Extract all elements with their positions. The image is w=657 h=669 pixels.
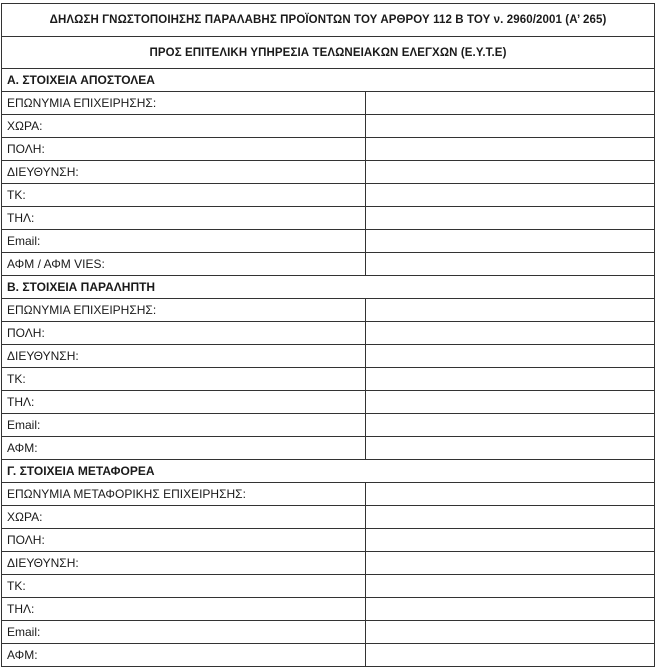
field-value-cell[interactable]	[366, 483, 654, 505]
section-heading: Γ. ΣΤΟΙΧΕΙΑ ΜΕΤΑΦΟΡΕΑ	[7, 464, 155, 478]
field-value-cell[interactable]	[366, 230, 654, 252]
field-label: ΑΦΜ:	[2, 644, 366, 666]
field-value-cell[interactable]	[366, 575, 654, 597]
field-value-cell[interactable]	[366, 598, 654, 620]
section-header-carrier	[2, 460, 655, 483]
field-label: Email:	[2, 414, 366, 436]
section-header-sender	[2, 69, 655, 92]
field-row	[2, 184, 655, 207]
field-value-cell[interactable]	[366, 345, 654, 367]
section-heading: Α. ΣΤΟΙΧΕΙΑ ΑΠΟΣΤΟΛΕΑ	[7, 73, 155, 87]
field-label: ΑΦΜ / ΑΦΜ VIES:	[2, 253, 366, 275]
field-row	[2, 598, 655, 621]
field-row	[2, 483, 655, 506]
field-label: ΤΚ:	[2, 575, 366, 597]
form-sections	[2, 69, 655, 667]
title-row	[2, 4, 655, 37]
field-row	[2, 552, 655, 575]
field-row	[2, 529, 655, 552]
field-label: ΧΩΡΑ:	[2, 506, 366, 528]
field-label: ΧΩΡΑ:	[2, 115, 366, 137]
field-row	[2, 161, 655, 184]
field-row	[2, 253, 655, 276]
field-value-cell[interactable]	[366, 414, 654, 436]
field-row	[2, 391, 655, 414]
field-row	[2, 414, 655, 437]
field-value-cell[interactable]	[366, 506, 654, 528]
field-row	[2, 207, 655, 230]
field-row	[2, 345, 655, 368]
field-label: ΑΦΜ:	[2, 437, 366, 459]
field-value-cell[interactable]	[366, 161, 654, 183]
field-label: ΤΚ:	[2, 368, 366, 390]
field-value-cell[interactable]	[366, 644, 654, 666]
field-value-cell[interactable]	[366, 368, 654, 390]
field-value-cell[interactable]	[366, 184, 654, 206]
field-label: ΠΟΛΗ:	[2, 529, 366, 551]
section-header-recipient	[2, 276, 655, 299]
authority-row	[2, 37, 655, 69]
field-value-cell[interactable]	[366, 621, 654, 643]
field-row	[2, 230, 655, 253]
field-label: ΕΠΩΝΥΜΙΑ ΕΠΙΧΕΙΡΗΣΗΣ:	[2, 92, 366, 114]
section-heading: Β. ΣΤΟΙΧΕΙΑ ΠΑΡΑΛΗΠΤΗ	[7, 280, 156, 294]
field-label: ΔΙΕΥΘΥΝΣΗ:	[2, 552, 366, 574]
field-row	[2, 115, 655, 138]
field-row	[2, 575, 655, 598]
field-value-cell[interactable]	[366, 529, 654, 551]
field-value-cell[interactable]	[366, 437, 654, 459]
field-value-cell[interactable]	[366, 138, 654, 160]
field-label: ΤΗΛ:	[2, 207, 366, 229]
field-value-cell[interactable]	[366, 391, 654, 413]
field-row	[2, 322, 655, 345]
field-label: ΔΙΕΥΘΥΝΣΗ:	[2, 345, 366, 367]
document-title: ΔΗΛΩΣΗ ΓΝΩΣΤΟΠΟΙΗΣΗΣ ΠΑΡΑΛΑΒΗΣ ΠΡΟΪΟΝΤΩΝ ΤΟΥ ΑΡΘΡΟΥ 112 Β ΤΟΥ ν. 2960/2001 (Α’ 265)	[49, 14, 607, 26]
field-value-cell[interactable]	[366, 299, 654, 321]
field-row	[2, 644, 655, 667]
field-label: ΤΚ:	[2, 184, 366, 206]
field-value-cell[interactable]	[366, 322, 654, 344]
field-row	[2, 506, 655, 529]
field-value-cell[interactable]	[366, 92, 654, 114]
field-label: ΕΠΩΝΥΜΙΑ ΕΠΙΧΕΙΡΗΣΗΣ:	[2, 299, 366, 321]
authority-title: ΠΡΟΣ ΕΠΙΤΕΛΙΚΗ ΥΠΗΡΕΣΙΑ ΤΕΛΩΝΕΙΑΚΩΝ ΕΛΕΓΧΩΝ (Ε.Υ.Τ.Ε)	[149, 46, 507, 59]
field-label: Email:	[2, 230, 366, 252]
field-row	[2, 621, 655, 644]
field-label: ΤΗΛ:	[2, 391, 366, 413]
field-label: ΠΟΛΗ:	[2, 138, 366, 160]
field-value-cell[interactable]	[366, 207, 654, 229]
field-label: Email:	[2, 621, 366, 643]
field-label: ΕΠΩΝΥΜΙΑ ΜΕΤΑΦΟΡΙΚΗΣ ΕΠΙΧΕΙΡΗΣΗΣ:	[2, 483, 366, 505]
field-label: ΠΟΛΗ:	[2, 322, 366, 344]
field-value-cell[interactable]	[366, 253, 654, 275]
field-row	[2, 437, 655, 460]
field-label: ΔΙΕΥΘΥΝΣΗ:	[2, 161, 366, 183]
field-value-cell[interactable]	[366, 552, 654, 574]
field-value-cell[interactable]	[366, 115, 654, 137]
field-row	[2, 92, 655, 115]
field-row	[2, 299, 655, 322]
field-row	[2, 138, 655, 161]
field-label: ΤΗΛ:	[2, 598, 366, 620]
field-row	[2, 368, 655, 391]
declaration-form	[1, 3, 655, 667]
